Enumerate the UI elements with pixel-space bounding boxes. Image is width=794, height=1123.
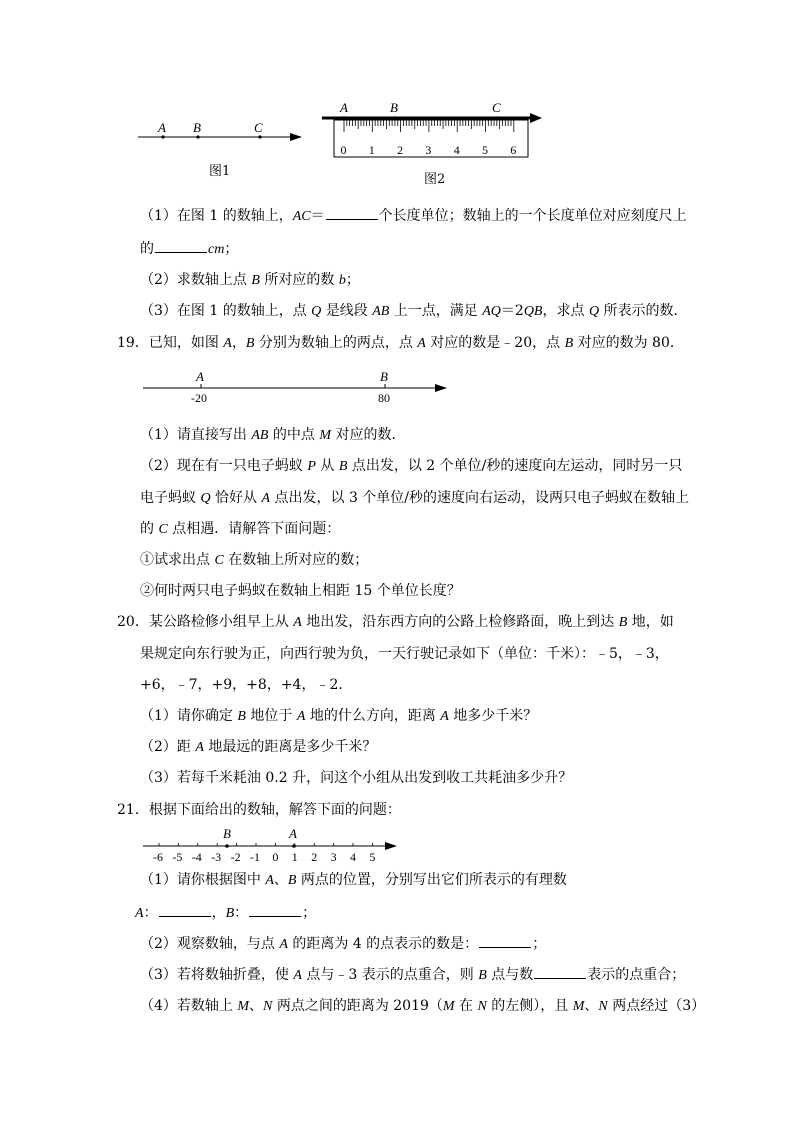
axis-tick-label: 2 (311, 850, 318, 864)
var: A (261, 491, 271, 506)
axis-tick-label: -4 (191, 850, 202, 864)
ruler-label: 2 (397, 143, 404, 157)
text: 地的什么方向，距离 (305, 708, 441, 724)
text: 上一点，满足 (389, 303, 483, 319)
text: ，求点 (542, 303, 589, 319)
ruler-label: 4 (453, 143, 460, 157)
text: 地多少千米？ (448, 708, 538, 724)
text: （3）若将数轴折叠，使 (140, 967, 294, 983)
answer-blank-a[interactable] (159, 902, 211, 917)
unit-cm: cm (208, 242, 225, 257)
ruler-label: 1 (368, 143, 375, 157)
point-a-dot (292, 844, 296, 848)
q19-sub1 (140, 550, 368, 571)
text: 在 (454, 998, 478, 1014)
label-b: B (223, 826, 231, 841)
var: B (564, 336, 574, 351)
text: （2）现在有一只电子蚂蚁 (140, 458, 308, 474)
var: A (195, 740, 204, 755)
ruler-label: 3 (425, 143, 432, 157)
text: 点与数 (486, 967, 534, 983)
axis-arrow-icon (435, 384, 447, 392)
fig2-point-b-dot (393, 116, 397, 120)
answer-blank[interactable] (155, 238, 207, 253)
var: N (263, 999, 273, 1014)
var: Q (588, 304, 600, 319)
text: ； (224, 241, 239, 257)
fig1-label-b: B (193, 120, 201, 135)
ruler-label: 0 (340, 143, 347, 157)
var: A (296, 709, 306, 724)
point-b-dot (225, 844, 229, 848)
text: （3）在图 1 的数轴上，点 (140, 303, 312, 319)
q18-part1-line2 (140, 238, 238, 260)
var: B (618, 615, 628, 630)
fig1-label-a: A (158, 120, 166, 135)
text: ＝ (310, 208, 325, 224)
axis-arrow-icon (290, 133, 302, 141)
var: A (293, 968, 302, 983)
text: （2）求数轴上点 (140, 272, 252, 288)
text: 两点之间的距离为 2019（ (272, 998, 443, 1014)
var: QB (523, 304, 543, 319)
text: （1）请直接写出 (140, 427, 252, 443)
var: A (440, 709, 449, 724)
q19-number-line (135, 366, 455, 408)
fig1-label-c: C (254, 120, 263, 135)
q21-part1 (140, 870, 567, 891)
text: （1）请你确定 (140, 708, 238, 724)
axis-tick-label: -3 (211, 850, 222, 864)
text: 电子蚂蚁 (140, 490, 201, 506)
var: C (158, 522, 168, 537)
q19-sub2: ②何时两只电子蚂蚁在数轴上相距 15 个单位长度？ (140, 583, 461, 599)
figure-2-caption: 图2 (424, 172, 446, 187)
text: 的 (140, 241, 154, 257)
var: b (338, 273, 346, 288)
text: 地，如 (627, 614, 674, 630)
text: 的左侧），且 (486, 998, 573, 1014)
q21-part3 (140, 964, 685, 986)
q19-part2-line2 (140, 488, 689, 509)
var: M (319, 428, 332, 443)
ruler-label: 6 (510, 143, 517, 157)
text: ， (211, 905, 226, 921)
text: 点出发，以 2 个单位/秒的速度向左运动，同时另一只 (347, 458, 683, 474)
var: M (572, 999, 585, 1014)
text: 两点的位置，分别写出它们所表示的有理数 (296, 872, 567, 888)
text: 两点经过（3） (607, 998, 706, 1014)
var: M (237, 999, 250, 1014)
ruler-label: 5 (482, 143, 488, 157)
var: B (478, 968, 487, 983)
q19-part2-line3 (140, 519, 340, 540)
text: 20．某公路检修小组早上从 (117, 614, 294, 630)
text: ； (345, 272, 360, 288)
var: B (245, 336, 255, 351)
q21-part1-answers (135, 902, 316, 924)
var: A (265, 873, 274, 888)
q18-part3 (140, 301, 688, 322)
text: 对应的数是﹣20，点 (425, 335, 565, 351)
text: （1）在图 1 的数轴上， (140, 208, 293, 224)
text: 个长度单位；数轴上的一个长度单位对应刻度尺上 (378, 208, 687, 224)
var: A (223, 336, 232, 351)
var: C (214, 553, 224, 568)
text: ＝2 (500, 303, 524, 319)
text: ①试求出点 (140, 552, 215, 568)
answer-blank[interactable] (326, 205, 378, 220)
axis-tick-label: -5 (172, 850, 183, 864)
var: B (225, 906, 235, 921)
text: 地最远的距离是多少千米？ (203, 739, 377, 755)
text: ； (532, 936, 547, 952)
q21-tick-labels (153, 850, 375, 864)
text: 地位于 (245, 708, 297, 724)
q19-part1 (140, 425, 406, 446)
text: 的距离为 4 的点表示的数是： (287, 936, 479, 952)
value-b: 80 (378, 391, 390, 405)
text: ， (231, 335, 246, 351)
q21-stem: 21．根据下面给出的数轴，解答下面的问题： (117, 802, 401, 818)
fig2-point-a-dot (342, 116, 346, 120)
segment-ac: AC (292, 209, 311, 224)
text: （4）若数轴上 (140, 998, 238, 1014)
text: 对应的数． (331, 427, 406, 443)
figure-1-number-line (130, 112, 320, 152)
text: 在数轴上所对应的数； (223, 552, 369, 568)
label-a: A (196, 369, 204, 384)
axis-tick-label: -1 (250, 850, 260, 864)
var: N (477, 999, 487, 1014)
fig2-label-a: A (340, 100, 348, 115)
text: 分别为数轴上的两点，点 (254, 335, 418, 351)
q21-part2 (140, 933, 546, 955)
q20-stem-line2: 果规定向东行驶为正，向西行驶为负，一天行驶记录如下（单位：千米）：﹣5，﹣3， (140, 646, 669, 662)
value-a: -20 (191, 391, 207, 405)
point-b-dot (196, 135, 199, 138)
text: 地出发，沿东西方向的公路上检修路面，晚上到达 (301, 614, 619, 630)
text: 对应的数为 80． (573, 335, 684, 351)
text: 、 (584, 998, 599, 1014)
var: B (287, 873, 297, 888)
var: M (442, 999, 455, 1014)
text: 的中点 (268, 427, 320, 443)
fig2-axis-arrow-icon (530, 113, 542, 123)
figure-2-ruler (318, 98, 548, 162)
var: A (293, 615, 302, 630)
var: B (237, 709, 246, 724)
q21-number-line (135, 824, 405, 866)
answer-blank[interactable] (534, 964, 586, 979)
axis-tick-label: 1 (291, 850, 298, 864)
text: ： (143, 905, 158, 921)
axis-arrow-icon (385, 842, 397, 850)
answer-blank-b[interactable] (249, 902, 301, 917)
q20-stem-line1 (117, 612, 674, 633)
ruler-labels (341, 143, 517, 157)
text: ： (234, 905, 249, 921)
var: N (598, 999, 608, 1014)
var: AB (372, 304, 390, 319)
axis-tick-label: -2 (230, 850, 241, 864)
text: 点相遇．请解答下面问题： (167, 521, 341, 537)
text: （1）请你根据图中 (140, 872, 266, 888)
ruler-ticks (344, 120, 514, 132)
figure-1-caption: 图1 (209, 164, 231, 179)
q19-part2-line1 (140, 456, 682, 477)
q19-stem (117, 333, 684, 354)
text: 的 (140, 521, 159, 537)
fig2-label-c: C (492, 100, 501, 115)
text: 19．已知，如图 (117, 335, 224, 351)
var: B (251, 273, 260, 288)
var: A (135, 906, 144, 921)
text: 是线段 (321, 303, 373, 319)
text: ； (302, 905, 317, 921)
text: （2）观察数轴，与点 (140, 936, 280, 952)
q20-part3: （3）若每千米耗油 0.2 升，问这个小组从出发到收工共耗油多少升？ (140, 770, 573, 786)
point-a-dot (161, 135, 164, 138)
text: 、 (273, 872, 288, 888)
text: 所表示的数． (599, 303, 688, 319)
var: Q (311, 304, 322, 319)
text: 、 (249, 998, 264, 1014)
label-b: B (380, 369, 388, 384)
var: A (417, 336, 426, 351)
text: 表示的点重合； (587, 967, 686, 983)
fig2-label-b: B (390, 100, 398, 115)
axis-tick-label: 4 (350, 850, 356, 864)
text: 所对应的数 (259, 272, 339, 288)
axis-tick-label: 5 (369, 850, 376, 864)
var: AQ (482, 304, 501, 319)
var: P (307, 459, 316, 474)
var: A (279, 937, 288, 952)
var: Q (200, 491, 211, 506)
text: 点出发，以 3 个单位/秒的速度向右运动，设两只电子蚂蚁在数轴上 (270, 490, 690, 506)
axis-tick-label: 3 (330, 850, 337, 864)
q18-part2 (140, 270, 360, 291)
text: 点与﹣3 表示的点重合，则 (301, 967, 479, 983)
fig2-point-c-dot (496, 116, 500, 120)
text: （2）距 (140, 739, 196, 755)
point-c-dot (258, 135, 261, 138)
axis-tick-label: -6 (153, 850, 163, 864)
q21-part4 (140, 996, 705, 1017)
q20-part2 (140, 737, 376, 758)
q18-part1-line1 (140, 205, 687, 227)
q20-part1 (140, 706, 537, 727)
var: AB (251, 428, 269, 443)
answer-blank[interactable] (479, 933, 531, 948)
var: B (338, 459, 348, 474)
text: 恰好从 (210, 490, 262, 506)
label-a: A (289, 826, 297, 841)
text: 从 (315, 458, 339, 474)
axis-tick-label: 0 (272, 850, 279, 864)
q20-stem-line3: +6，﹣7，+9，+8，+4，﹣2． (140, 677, 353, 693)
